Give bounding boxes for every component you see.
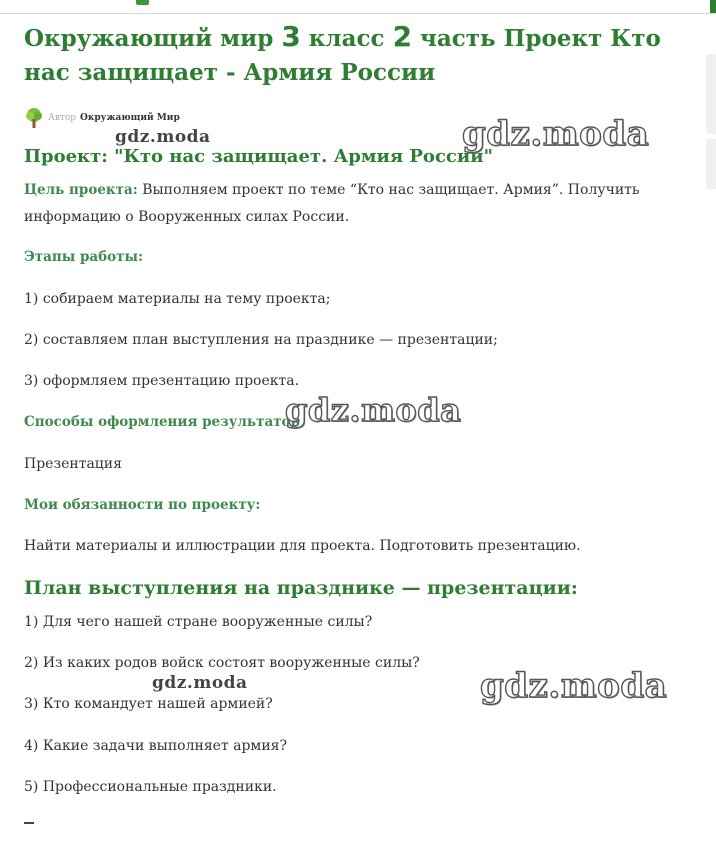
goal-label: Цель проекта:	[24, 182, 138, 198]
tree-icon	[24, 107, 44, 129]
green-square-icon	[136, 0, 149, 5]
stage-item: 3) оформляем презентацию проекта.	[24, 373, 300, 389]
watermark: gdz.moda	[285, 391, 462, 429]
plan-item: 3) Кто командует нашей армией?	[24, 696, 273, 712]
plan-heading: План выступления на празднике — презентации:	[24, 577, 578, 599]
stage-item: 1) собираем материалы на тему проекта;	[24, 291, 331, 307]
stages-label: Этапы работы:	[24, 249, 144, 265]
watermark: gdz.moda	[152, 673, 248, 693]
plan-item: 5) Профессиональные праздники.	[24, 779, 277, 795]
right-gutter	[702, 14, 716, 864]
author-name[interactable]: Окружающий Мир	[80, 113, 180, 123]
duties-value: Найти материалы и иллюстрации для проекта. Подготовить презентацию.	[24, 538, 581, 554]
plan-item: 1) Для чего нашей стране вооруженные силы?	[24, 614, 373, 630]
watermark: gdz.moda	[115, 127, 211, 147]
stage-item: 2) составляем план выступления на празднике — презентации;	[24, 332, 498, 348]
plan-item: 4) Какие задачи выполняет армия?	[24, 738, 287, 754]
goal-line-1: Цель проекта: Выполняем проект по теме “Кто нас защищает. Армия”. Получить	[24, 182, 640, 198]
methods-value: Презентация	[24, 456, 122, 472]
duties-label: Мои обязанности по проекту:	[24, 497, 261, 513]
author-label: Автор	[48, 113, 77, 123]
project-heading: Проект: "Кто нас защищает. Армия России"	[24, 146, 493, 167]
divider-dash	[24, 822, 34, 824]
goal-line-2: информацию о Вооруженных силах России.	[24, 209, 350, 225]
methods-label: Способы оформления результатов:	[24, 414, 305, 430]
watermark: gdz.moda	[462, 114, 650, 154]
plan-item: 2) Из каких родов войск состоят вооруженные силы?	[24, 655, 420, 671]
author-line	[24, 107, 180, 129]
top-accent	[710, 0, 716, 13]
page-title: Окружающий мир 3 класс 2 часть Проект Кто нас защищает - Армия России	[24, 20, 661, 86]
watermark: gdz.moda	[480, 666, 668, 706]
top-bar	[0, 0, 716, 14]
